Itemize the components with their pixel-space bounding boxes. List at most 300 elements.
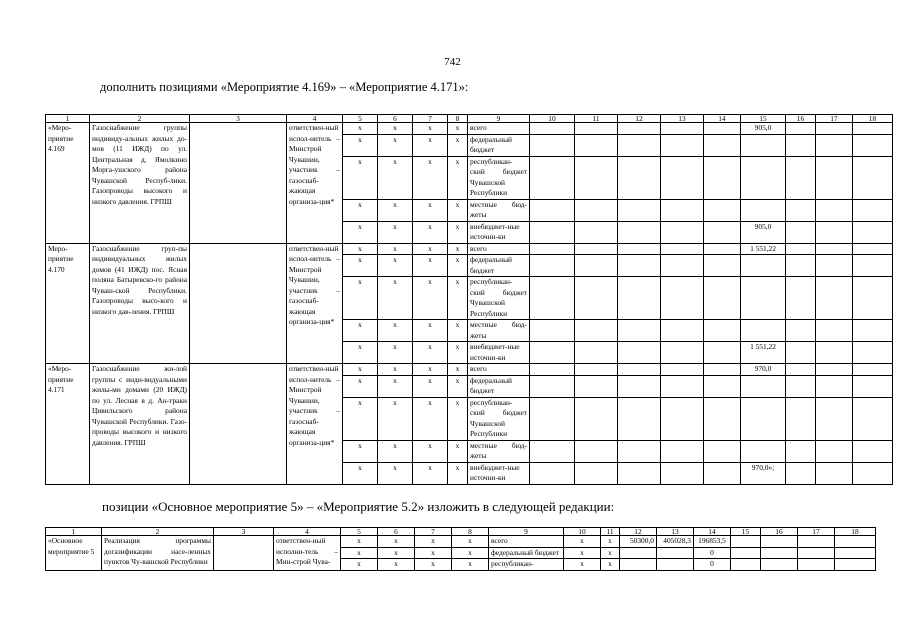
value-cell bbox=[618, 397, 661, 440]
value-cell bbox=[661, 440, 704, 462]
table-row bbox=[46, 243, 893, 255]
value-cell bbox=[786, 397, 816, 440]
measure-name: Газоснабжение груп-пы индивидуальных жилых домов (41 ИЖД) пос. Ясная поляна Батыревско-го района Чуваш-ской Республики. Газопроводы высо-кого и низкого дав-ления. ГРПШ bbox=[90, 243, 190, 364]
code-cell: x bbox=[448, 364, 468, 376]
table-header-row bbox=[46, 528, 876, 536]
column-number: 8 bbox=[452, 528, 489, 536]
value-cell bbox=[661, 375, 704, 397]
value-cell bbox=[661, 123, 704, 135]
value-cell bbox=[853, 397, 893, 440]
value-cell bbox=[704, 364, 741, 376]
value-cell bbox=[530, 199, 575, 221]
value-cell bbox=[530, 364, 575, 376]
value-cell bbox=[816, 123, 853, 135]
value-cell bbox=[731, 547, 761, 559]
code-cell: x bbox=[564, 559, 601, 571]
value-cell bbox=[798, 559, 835, 571]
value-cell bbox=[661, 199, 704, 221]
value-cell-12 bbox=[620, 559, 657, 571]
code-cell: x bbox=[448, 397, 468, 440]
value-cell bbox=[835, 559, 876, 571]
column-number: 16 bbox=[786, 115, 816, 123]
value-cell bbox=[661, 277, 704, 320]
column-number: 6 bbox=[378, 115, 413, 123]
funding-source: местные бюд-жеты bbox=[468, 320, 530, 342]
column-number: 11 bbox=[575, 115, 618, 123]
value-cell bbox=[575, 199, 618, 221]
column-number: 12 bbox=[620, 528, 657, 536]
funding-source: федеральный бюджет bbox=[468, 375, 530, 397]
value-cell bbox=[816, 134, 853, 156]
main-measure-table bbox=[45, 527, 876, 571]
code-cell: x bbox=[378, 156, 413, 199]
code-cell: x bbox=[341, 559, 378, 571]
column-number: 16 bbox=[761, 528, 798, 536]
funding-source: федеральный бюджет bbox=[489, 547, 564, 559]
value-cell-15: 1 551,22 bbox=[741, 342, 786, 364]
measure-id: «Меро-приятие 4.171 bbox=[46, 364, 90, 485]
value-cell bbox=[816, 364, 853, 376]
column-number: 7 bbox=[413, 115, 448, 123]
value-cell-13 bbox=[657, 547, 694, 559]
value-cell bbox=[816, 199, 853, 221]
value-cell-12 bbox=[620, 547, 657, 559]
value-cell bbox=[786, 221, 816, 243]
value-cell-15: 970,0»; bbox=[741, 462, 786, 484]
empty-cell bbox=[190, 364, 287, 485]
code-cell: x bbox=[448, 221, 468, 243]
value-cell bbox=[704, 134, 741, 156]
value-cell bbox=[853, 156, 893, 199]
funding-source: внебюджет-ные источни-ки bbox=[468, 462, 530, 484]
funding-source: всего bbox=[468, 364, 530, 376]
value-cell bbox=[530, 134, 575, 156]
value-cell bbox=[661, 364, 704, 376]
value-cell bbox=[704, 221, 741, 243]
value-cell bbox=[704, 440, 741, 462]
value-cell-15: 905,0 bbox=[741, 123, 786, 135]
code-cell: x bbox=[413, 364, 448, 376]
funding-source: всего bbox=[468, 243, 530, 255]
code-cell: x bbox=[452, 536, 489, 548]
code-cell: x bbox=[448, 375, 468, 397]
code-cell: x bbox=[413, 255, 448, 277]
column-number: 6 bbox=[378, 528, 415, 536]
value-cell bbox=[704, 156, 741, 199]
value-cell-14: 0 bbox=[694, 547, 731, 559]
code-cell: x bbox=[343, 123, 378, 135]
code-cell: x bbox=[413, 440, 448, 462]
column-number: 10 bbox=[530, 115, 575, 123]
value-cell bbox=[530, 342, 575, 364]
value-cell bbox=[661, 243, 704, 255]
code-cell: x bbox=[413, 243, 448, 255]
table-header-row bbox=[46, 115, 893, 123]
value-cell bbox=[530, 397, 575, 440]
funding-source: внебюджет-ные источни-ки bbox=[468, 221, 530, 243]
code-cell: x bbox=[601, 559, 620, 571]
code-cell: x bbox=[378, 364, 413, 376]
value-cell bbox=[853, 320, 893, 342]
code-cell: x bbox=[448, 277, 468, 320]
column-number: 9 bbox=[489, 528, 564, 536]
value-cell bbox=[661, 221, 704, 243]
measure-id: «Меро-приятие 4.169 bbox=[46, 123, 90, 244]
value-cell bbox=[761, 547, 798, 559]
value-cell bbox=[704, 342, 741, 364]
code-cell: x bbox=[343, 342, 378, 364]
value-cell bbox=[704, 243, 741, 255]
value-cell bbox=[530, 375, 575, 397]
code-cell: x bbox=[413, 123, 448, 135]
value-cell bbox=[786, 123, 816, 135]
value-cell bbox=[618, 221, 661, 243]
code-cell: x bbox=[564, 536, 601, 548]
value-cell bbox=[786, 342, 816, 364]
empty-cell bbox=[190, 123, 287, 244]
value-cell bbox=[816, 320, 853, 342]
value-cell bbox=[786, 375, 816, 397]
column-number: 13 bbox=[661, 115, 704, 123]
code-cell: x bbox=[378, 462, 413, 484]
column-number: 1 bbox=[46, 115, 90, 123]
value-cell bbox=[816, 375, 853, 397]
value-cell bbox=[530, 255, 575, 277]
table-row bbox=[46, 536, 876, 548]
value-cell-15 bbox=[741, 440, 786, 462]
value-cell bbox=[530, 243, 575, 255]
value-cell bbox=[853, 440, 893, 462]
value-cell bbox=[816, 255, 853, 277]
value-cell bbox=[530, 462, 575, 484]
column-number: 2 bbox=[102, 528, 214, 536]
code-cell: x bbox=[448, 243, 468, 255]
code-cell: x bbox=[343, 364, 378, 376]
code-cell: x bbox=[413, 342, 448, 364]
value-cell bbox=[853, 221, 893, 243]
responsible-executor: ответствен-ный испол-нитель – Минстрой Чувашии, участник – газоснаб-жающая организа-ция* bbox=[287, 243, 343, 364]
value-cell bbox=[575, 243, 618, 255]
value-cell bbox=[618, 123, 661, 135]
column-number: 15 bbox=[731, 528, 761, 536]
code-cell: x bbox=[415, 536, 452, 548]
value-cell bbox=[618, 199, 661, 221]
value-cell bbox=[661, 320, 704, 342]
value-cell bbox=[853, 123, 893, 135]
code-cell: x bbox=[378, 134, 413, 156]
table-row bbox=[46, 364, 893, 376]
value-cell bbox=[704, 123, 741, 135]
column-number: 3 bbox=[214, 528, 274, 536]
funding-source: местные бюд-жеты bbox=[468, 440, 530, 462]
value-cell bbox=[798, 536, 835, 548]
value-cell bbox=[618, 462, 661, 484]
code-cell: x bbox=[378, 277, 413, 320]
code-cell: x bbox=[343, 440, 378, 462]
empty-cell bbox=[214, 536, 274, 571]
value-cell-15 bbox=[741, 134, 786, 156]
value-cell bbox=[575, 320, 618, 342]
code-cell: x bbox=[452, 559, 489, 571]
funding-source: внебюджет-ные источни-ки bbox=[468, 342, 530, 364]
column-number: 7 bbox=[415, 528, 452, 536]
responsible-executor: ответствен-ный испол-нитель – Минстрой Чувашии, участник – газоснаб-жающая организа-ция* bbox=[287, 123, 343, 244]
funding-source: республикан-ский бюджет Чувашской Республики bbox=[468, 277, 530, 320]
code-cell: x bbox=[413, 397, 448, 440]
value-cell-13 bbox=[657, 559, 694, 571]
code-cell: x bbox=[343, 255, 378, 277]
value-cell bbox=[661, 156, 704, 199]
code-cell: x bbox=[378, 440, 413, 462]
value-cell-15 bbox=[741, 375, 786, 397]
code-cell: x bbox=[378, 320, 413, 342]
value-cell bbox=[661, 342, 704, 364]
code-cell: x bbox=[448, 199, 468, 221]
measure-id: Меро-приятие 4.170 bbox=[46, 243, 90, 364]
value-cell bbox=[853, 462, 893, 484]
value-cell-15 bbox=[741, 397, 786, 440]
value-cell-15 bbox=[741, 320, 786, 342]
value-cell-13: 405028,3 bbox=[657, 536, 694, 548]
value-cell-15: 1 551,22 bbox=[741, 243, 786, 255]
value-cell bbox=[786, 277, 816, 320]
code-cell: x bbox=[448, 123, 468, 135]
responsible-executor: ответствен-ный испол-нитель – Минстрой Чувашии, участник – газоснаб-жающая организа-ция* bbox=[287, 364, 343, 485]
code-cell: x bbox=[341, 536, 378, 548]
value-cell bbox=[618, 277, 661, 320]
code-cell: x bbox=[378, 559, 415, 571]
value-cell bbox=[530, 156, 575, 199]
code-cell: x bbox=[413, 156, 448, 199]
column-number: 5 bbox=[341, 528, 378, 536]
value-cell bbox=[575, 342, 618, 364]
code-cell: x bbox=[415, 547, 452, 559]
value-cell bbox=[618, 134, 661, 156]
value-cell bbox=[816, 440, 853, 462]
value-cell bbox=[786, 320, 816, 342]
code-cell: x bbox=[413, 277, 448, 320]
value-cell bbox=[853, 342, 893, 364]
value-cell bbox=[761, 559, 798, 571]
value-cell bbox=[816, 243, 853, 255]
value-cell bbox=[575, 156, 618, 199]
value-cell bbox=[661, 462, 704, 484]
value-cell bbox=[761, 536, 798, 548]
value-cell bbox=[853, 277, 893, 320]
code-cell: x bbox=[413, 320, 448, 342]
column-number: 3 bbox=[190, 115, 287, 123]
value-cell bbox=[618, 243, 661, 255]
code-cell: x bbox=[413, 199, 448, 221]
code-cell: x bbox=[448, 462, 468, 484]
value-cell-15 bbox=[741, 255, 786, 277]
funding-source: республикан-ский бюджет Чувашской Республики bbox=[468, 156, 530, 199]
value-cell bbox=[853, 364, 893, 376]
value-cell bbox=[704, 320, 741, 342]
code-cell: x bbox=[413, 134, 448, 156]
value-cell-15 bbox=[741, 199, 786, 221]
value-cell-15: 905,0 bbox=[741, 221, 786, 243]
value-cell bbox=[816, 342, 853, 364]
value-cell bbox=[530, 277, 575, 320]
value-cell bbox=[853, 375, 893, 397]
code-cell: x bbox=[378, 123, 413, 135]
code-cell: x bbox=[378, 221, 413, 243]
code-cell: x bbox=[564, 547, 601, 559]
column-number: 18 bbox=[853, 115, 893, 123]
code-cell: x bbox=[378, 255, 413, 277]
value-cell-15 bbox=[741, 277, 786, 320]
code-cell: x bbox=[343, 243, 378, 255]
code-cell: x bbox=[601, 547, 620, 559]
column-number: 11 bbox=[601, 528, 620, 536]
value-cell-14: 196853,5 bbox=[694, 536, 731, 548]
value-cell bbox=[618, 440, 661, 462]
value-cell bbox=[786, 243, 816, 255]
code-cell: x bbox=[413, 221, 448, 243]
code-cell: x bbox=[343, 156, 378, 199]
code-cell: x bbox=[378, 397, 413, 440]
value-cell bbox=[575, 364, 618, 376]
value-cell bbox=[786, 440, 816, 462]
value-cell bbox=[575, 123, 618, 135]
value-cell bbox=[816, 156, 853, 199]
value-cell bbox=[575, 440, 618, 462]
value-cell bbox=[835, 547, 876, 559]
value-cell bbox=[786, 255, 816, 277]
value-cell bbox=[786, 364, 816, 376]
value-cell-15: 970,0 bbox=[741, 364, 786, 376]
table-row bbox=[46, 123, 893, 135]
code-cell: x bbox=[413, 462, 448, 484]
value-cell bbox=[575, 255, 618, 277]
code-cell: x bbox=[448, 134, 468, 156]
funding-source: федеральный бюджет bbox=[468, 134, 530, 156]
responsible-executor: ответствен-ный исполни-тель – Мин-строй Чува- bbox=[274, 536, 341, 571]
value-cell bbox=[798, 547, 835, 559]
column-number: 8 bbox=[448, 115, 468, 123]
column-number: 12 bbox=[618, 115, 661, 123]
value-cell bbox=[786, 134, 816, 156]
value-cell bbox=[704, 375, 741, 397]
value-cell bbox=[661, 134, 704, 156]
value-cell bbox=[853, 134, 893, 156]
measure-name: Газоснабжение жи-лой группы с инди-видуальными жилы-ми домами (20 ИЖД) по ул. Лесная в д. Ан-траки Цивильского района Чувашской Республики. Газо-проводы высокого и низкого давления. ГРПШ bbox=[90, 364, 190, 485]
value-cell bbox=[704, 462, 741, 484]
value-cell bbox=[731, 536, 761, 548]
value-cell bbox=[786, 199, 816, 221]
value-cell bbox=[816, 221, 853, 243]
column-number: 13 bbox=[657, 528, 694, 536]
value-cell bbox=[530, 221, 575, 243]
code-cell: x bbox=[378, 536, 415, 548]
code-cell: x bbox=[343, 134, 378, 156]
value-cell bbox=[575, 462, 618, 484]
code-cell: x bbox=[601, 536, 620, 548]
value-cell bbox=[816, 462, 853, 484]
code-cell: x bbox=[378, 342, 413, 364]
value-cell bbox=[618, 156, 661, 199]
value-cell bbox=[575, 221, 618, 243]
code-cell: x bbox=[343, 320, 378, 342]
column-number: 14 bbox=[704, 115, 741, 123]
value-cell bbox=[575, 277, 618, 320]
page-number: 742 bbox=[444, 56, 461, 68]
value-cell bbox=[618, 320, 661, 342]
value-cell bbox=[816, 277, 853, 320]
column-number: 2 bbox=[90, 115, 190, 123]
measure-id: «Основное мероприятие 5 bbox=[46, 536, 102, 571]
code-cell: x bbox=[343, 277, 378, 320]
code-cell: x bbox=[448, 440, 468, 462]
code-cell: x bbox=[448, 156, 468, 199]
value-cell bbox=[704, 277, 741, 320]
value-cell bbox=[618, 364, 661, 376]
code-cell: x bbox=[448, 255, 468, 277]
value-cell bbox=[835, 536, 876, 548]
measures-table bbox=[45, 114, 893, 485]
code-cell: x bbox=[343, 462, 378, 484]
value-cell-14: 0 bbox=[694, 559, 731, 571]
value-cell-15 bbox=[741, 156, 786, 199]
column-number: 18 bbox=[835, 528, 876, 536]
code-cell: x bbox=[378, 547, 415, 559]
value-cell bbox=[618, 375, 661, 397]
funding-source: местные бюд-жеты bbox=[468, 199, 530, 221]
column-number: 17 bbox=[816, 115, 853, 123]
code-cell: x bbox=[448, 320, 468, 342]
measure-name: Реализация программы догазификации насе-ленных пунктов Чу-вашской Республики bbox=[102, 536, 214, 571]
column-number: 15 bbox=[741, 115, 786, 123]
code-cell: x bbox=[343, 397, 378, 440]
amendment-heading-2: позиции «Основное мероприятие 5» – «Мероприятие 5.2» изложить в следующей редакции: bbox=[102, 499, 615, 514]
column-number: 5 bbox=[343, 115, 378, 123]
code-cell: x bbox=[415, 559, 452, 571]
value-cell bbox=[575, 397, 618, 440]
column-number: 14 bbox=[694, 528, 731, 536]
value-cell bbox=[816, 397, 853, 440]
column-number: 1 bbox=[46, 528, 102, 536]
funding-source: республикан- bbox=[489, 559, 564, 571]
code-cell: x bbox=[378, 199, 413, 221]
code-cell: x bbox=[413, 375, 448, 397]
code-cell: x bbox=[452, 547, 489, 559]
value-cell bbox=[530, 320, 575, 342]
funding-source: всего bbox=[489, 536, 564, 548]
value-cell bbox=[661, 397, 704, 440]
code-cell: x bbox=[378, 243, 413, 255]
value-cell bbox=[704, 199, 741, 221]
code-cell: x bbox=[343, 199, 378, 221]
code-cell: x bbox=[343, 221, 378, 243]
value-cell bbox=[731, 559, 761, 571]
funding-source: федеральный бюджет bbox=[468, 255, 530, 277]
column-number: 10 bbox=[564, 528, 601, 536]
value-cell bbox=[853, 243, 893, 255]
value-cell bbox=[575, 134, 618, 156]
value-cell bbox=[575, 375, 618, 397]
code-cell: x bbox=[448, 342, 468, 364]
value-cell bbox=[530, 440, 575, 462]
value-cell bbox=[618, 342, 661, 364]
code-cell: x bbox=[341, 547, 378, 559]
value-cell bbox=[661, 255, 704, 277]
value-cell bbox=[853, 255, 893, 277]
code-cell: x bbox=[378, 375, 413, 397]
empty-cell bbox=[190, 243, 287, 364]
value-cell bbox=[704, 397, 741, 440]
column-number: 17 bbox=[798, 528, 835, 536]
